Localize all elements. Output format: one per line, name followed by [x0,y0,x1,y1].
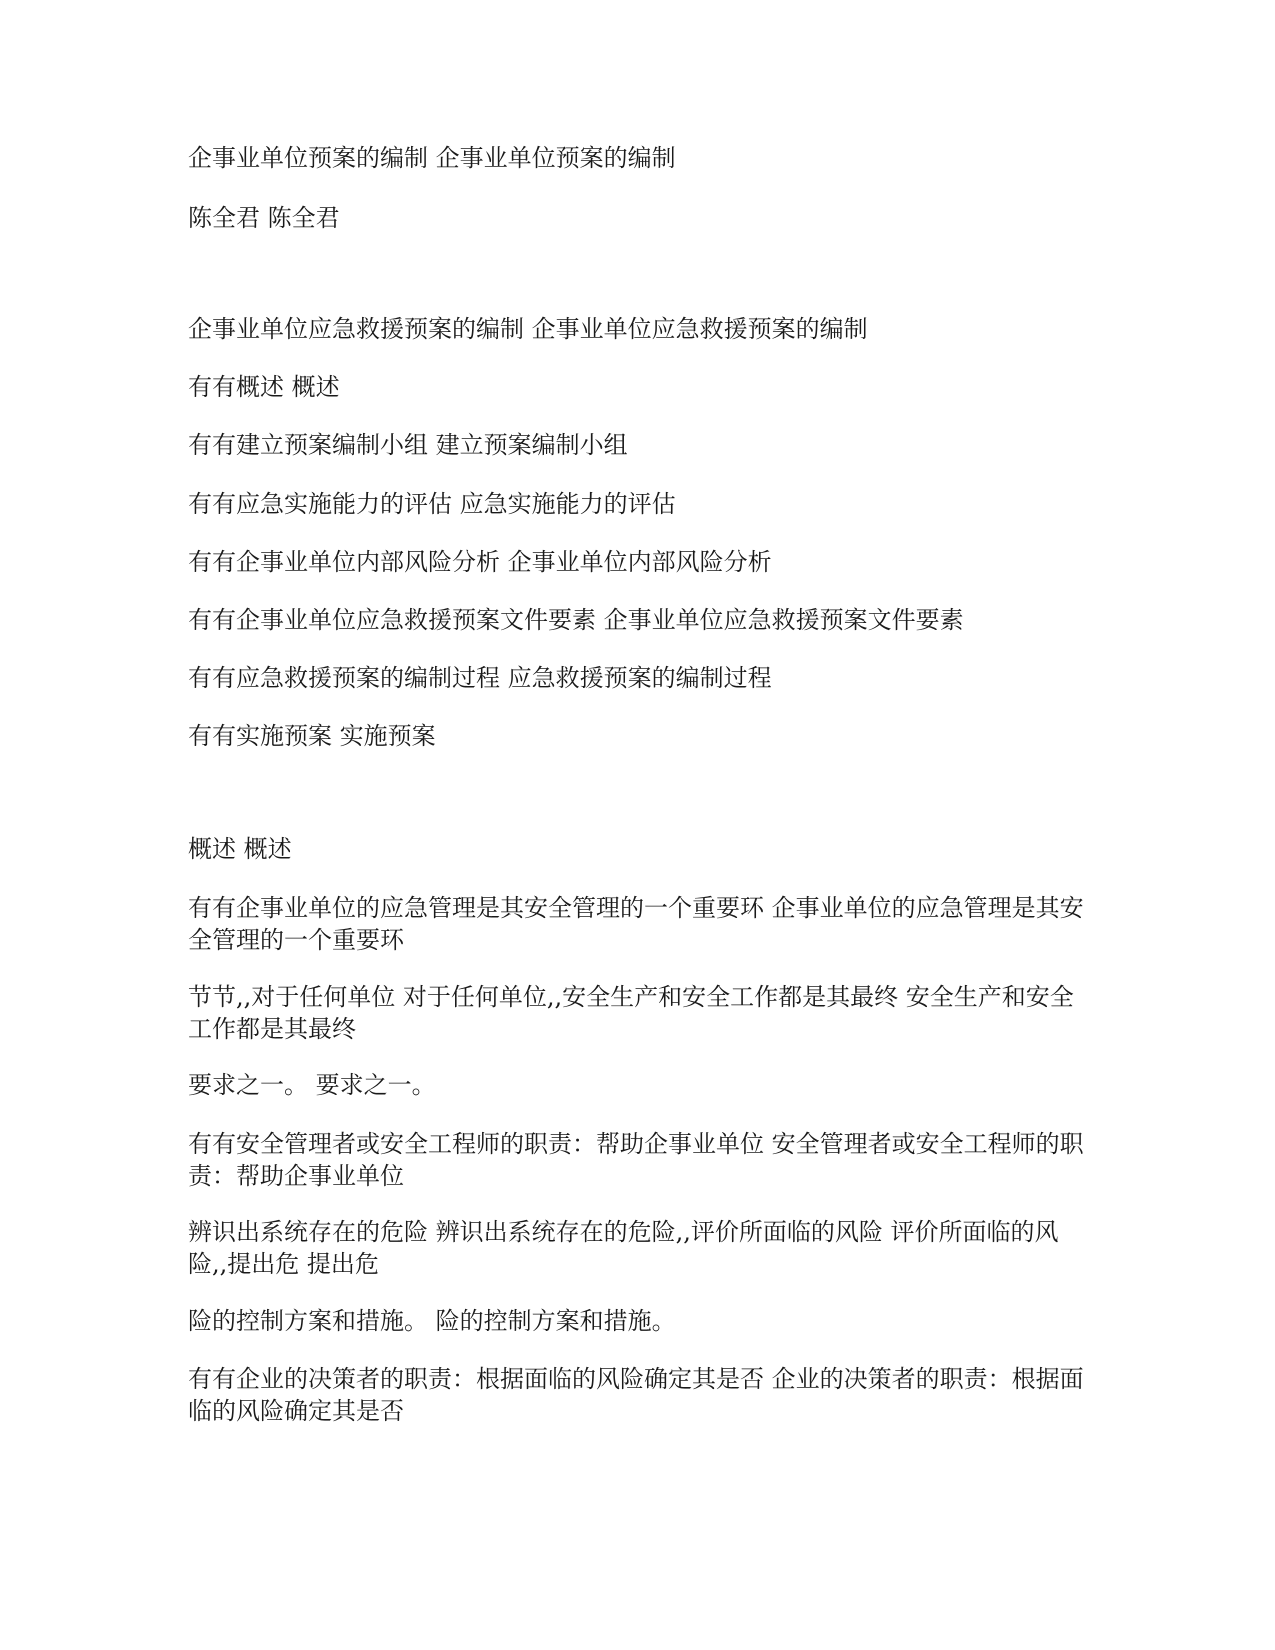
body-paragraph: 辨识出系统存在的危险 辨识出系统存在的危险,,评价所面临的风险 评价所面临的风险,,提出危 提出危 [188,1218,1059,1278]
section-heading: 概述 概述 [188,835,292,863]
body-paragraph: 要求之一。 要求之一。 [188,1071,436,1099]
body-paragraph: 节节,,对于任何单位 对于任何单位,,安全生产和安全工作都是其最终 安全生产和安全工作都是其最终 [188,983,1074,1043]
document-author: 陈全君 陈全君 [188,204,340,232]
outline-item: 有有企事业单位应急救援预案文件要素 企事业单位应急救援预案文件要素 [188,606,964,634]
body-paragraph: 有有企事业单位的应急管理是其安全管理的一个重要环 企事业单位的应急管理是其安全管理的一个重要环 [188,894,1084,954]
outline-item: 有有应急救援预案的编制过程 应急救援预案的编制过程 [188,664,772,692]
outline-item: 有有应急实施能力的评估 应急实施能力的评估 [188,490,676,518]
document-subtitle: 企事业单位应急救援预案的编制 企事业单位应急救援预案的编制 [188,315,868,343]
outline-item: 有有建立预案编制小组 建立预案编制小组 [188,431,628,459]
document-title: 企事业单位预案的编制 企事业单位预案的编制 [188,144,676,172]
outline-item: 有有实施预案 实施预案 [188,722,436,750]
outline-item: 有有概述 概述 [188,373,340,401]
body-paragraph: 有有企业的决策者的职责：根据面临的风险确定其是否 企业的决策者的职责：根据面临的风险确定其是否 [188,1365,1084,1425]
body-paragraph: 有有安全管理者或安全工程师的职责：帮助企事业单位 安全管理者或安全工程师的职责：帮助企事业单位 [188,1130,1084,1190]
body-paragraph: 险的控制方案和措施。 险的控制方案和措施。 [188,1307,676,1335]
outline-item: 有有企事业单位内部风险分析 企事业单位内部风险分析 [188,548,772,576]
